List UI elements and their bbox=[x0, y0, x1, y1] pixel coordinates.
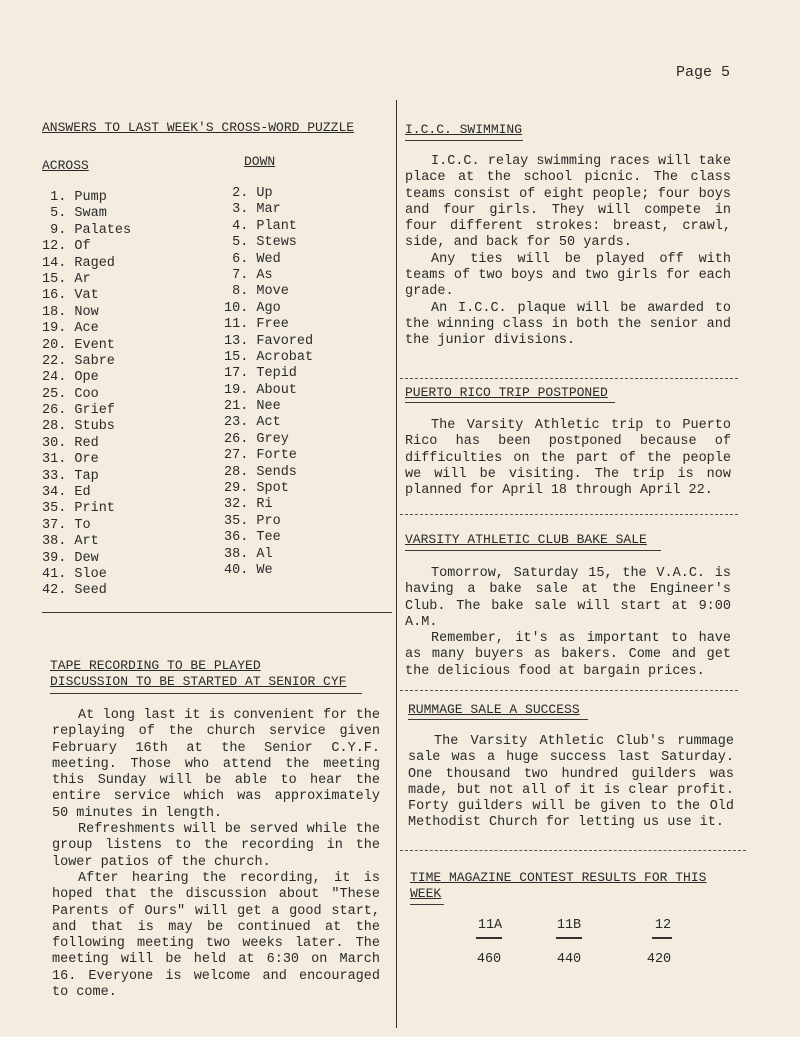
title-underline bbox=[408, 719, 588, 720]
paragraph: I.C.C. relay swimming races will take place at the school picnic. The class teams consist of eight people; four boys and four girls. They will compete in four different strokes: breast, crawl, side, and back for 50 yards. bbox=[405, 154, 731, 251]
list-item: 39. Dew bbox=[42, 550, 99, 566]
list-item: 12. Of bbox=[42, 239, 91, 255]
list-item: 1. Pump bbox=[42, 190, 107, 205]
rummage-title: RUMMAGE SALE A SUCCESS bbox=[408, 702, 580, 717]
down-header: DOWN bbox=[244, 154, 276, 169]
paragraph: After hearing the recording, it is hoped that the discussion about "These Parents of Ours" will get a good start, and that is may be continued at the following meeting two weeks later. The meeting will be held at 6:30 on March 16. Everyone is welcome and encouraged to come. bbox=[52, 870, 380, 1001]
list-item: 10. Ago bbox=[224, 300, 281, 316]
list-item: 15. Ar bbox=[42, 271, 91, 287]
section-divider bbox=[400, 850, 746, 851]
across-header: ACROSS bbox=[42, 158, 89, 173]
time-contest-title-line1: TIME MAGAZINE CONTEST RESULTS FOR THIS bbox=[410, 870, 707, 885]
down-list bbox=[224, 186, 313, 579]
list-item: 38. Art bbox=[42, 534, 99, 550]
title-underline bbox=[405, 140, 523, 141]
table-header: 11A bbox=[477, 918, 503, 933]
title-underline bbox=[405, 550, 661, 551]
paragraph: Any ties will be played off with teams of two boys and two girls for each grade. bbox=[405, 251, 731, 300]
table-cell: 440 bbox=[556, 952, 582, 967]
swimming-title: I.C.C. SWIMMING bbox=[405, 122, 523, 137]
list-item: 19. About bbox=[224, 382, 297, 398]
tape-article-body bbox=[52, 708, 380, 1001]
table-header: 12 bbox=[654, 918, 672, 933]
list-item: 18. Now bbox=[42, 304, 99, 320]
list-item: 4. Plant bbox=[224, 218, 297, 234]
list-item: 41. Sloe bbox=[42, 566, 107, 582]
tape-title-line1: TAPE RECORDING TO BE PLAYED bbox=[50, 658, 261, 673]
list-item: 26. Grey bbox=[224, 431, 289, 447]
page-number: Page 5 bbox=[676, 64, 731, 81]
list-item: 29. Spot bbox=[224, 481, 289, 497]
paragraph: At long last it is convenient for the replaying of the church service given February 16th at the Senior C.Y.F. meeting. Those who attend the meeting this Sunday will be able to hear the entire service which was approximately 50 minutes in length. bbox=[52, 708, 380, 821]
header-underline bbox=[652, 937, 672, 939]
list-item: 15. Acrobat bbox=[224, 349, 314, 365]
section-divider bbox=[400, 690, 738, 691]
section-divider bbox=[42, 612, 392, 613]
list-item: 35. Print bbox=[42, 501, 115, 517]
puerto-rico-title: PUERTO RICO TRIP POSTPONED bbox=[405, 385, 608, 400]
list-item: 26. Grief bbox=[42, 403, 115, 419]
table-header: 11B bbox=[556, 918, 582, 933]
column-divider bbox=[396, 100, 397, 1028]
tape-title-line2: DISCUSSION TO BE STARTED AT SENIOR CYF bbox=[50, 674, 347, 689]
header-underline bbox=[556, 937, 582, 939]
swimming-article-body bbox=[405, 154, 731, 350]
section-divider bbox=[400, 378, 738, 379]
across-list bbox=[42, 190, 131, 600]
title-underline bbox=[405, 402, 615, 403]
rummage-article-body bbox=[408, 734, 734, 832]
list-item: 36. Tee bbox=[224, 530, 281, 546]
header-underline bbox=[476, 937, 502, 939]
list-item: 30. Red bbox=[42, 435, 99, 451]
paragraph: Remember, it's as important to have as many buyers as bakers. Come and get the delicious food at bargain prices. bbox=[405, 631, 731, 679]
list-item: 37. To bbox=[42, 517, 91, 533]
title-underline bbox=[410, 904, 444, 905]
paragraph: Tomorrow, Saturday 15, the V.A.C. is having a bake sale at the Engineer's Club. The bake sale will start at 9:00 A.M. bbox=[405, 566, 731, 630]
list-item: 17. Tepid bbox=[224, 366, 297, 382]
list-item: 32. Ri bbox=[224, 497, 273, 513]
puerto-rico-article-body bbox=[405, 418, 731, 499]
list-item: 28. Sends bbox=[224, 464, 297, 480]
list-item: 42. Seed bbox=[42, 583, 107, 599]
list-item: 19. Ace bbox=[42, 321, 99, 337]
list-item: 40. We bbox=[224, 562, 273, 578]
bake-sale-article-body bbox=[405, 566, 731, 680]
table-cell: 420 bbox=[646, 952, 672, 967]
list-item: 13. Favored bbox=[224, 333, 314, 349]
list-item: 20. Event bbox=[42, 337, 115, 353]
time-contest-title-line2: WEEK bbox=[410, 886, 442, 901]
list-item: 24. Ope bbox=[42, 370, 99, 386]
list-item: 5. Stews bbox=[224, 235, 297, 251]
list-item: 35. Pro bbox=[224, 513, 281, 529]
list-item: 34. Ed bbox=[42, 485, 91, 501]
list-item: 28. Stubs bbox=[42, 419, 115, 435]
paragraph: Refreshments will be served while the group listens to the recording in the lower patios of the church. bbox=[52, 822, 380, 870]
list-item: 5. Swam bbox=[42, 206, 107, 222]
list-item: 3. Mar bbox=[224, 202, 281, 218]
list-item: 23. Act bbox=[224, 415, 281, 431]
table-cell: 460 bbox=[476, 952, 502, 967]
list-item: 25. Coo bbox=[42, 386, 99, 402]
list-item: 11. Free bbox=[224, 317, 289, 333]
paragraph: An I.C.C. plaque will be awarded to the winning class in both the senior and the junior divisions. bbox=[405, 300, 731, 349]
list-item: 2. Up bbox=[224, 186, 273, 201]
list-item: 27. Forte bbox=[224, 448, 297, 464]
paragraph: The Varsity Athletic trip to Puerto Rico has been postponed because of difficulties on the part of the people we will be visiting. The trip is now planned for April 18 through April 22. bbox=[405, 418, 731, 499]
section-divider bbox=[400, 514, 738, 515]
list-item: 9. Palates bbox=[42, 222, 132, 238]
list-item: 22. Sabre bbox=[42, 353, 115, 369]
bake-sale-title: VARSITY ATHLETIC CLUB BAKE SALE bbox=[405, 532, 647, 547]
crossword-title: ANSWERS TO LAST WEEK'S CROSS-WORD PUZZLE bbox=[42, 120, 355, 135]
list-item: 38. Al bbox=[224, 546, 273, 562]
list-item: 14. Raged bbox=[42, 255, 115, 271]
list-item: 7. As bbox=[224, 267, 273, 283]
list-item: 8. Move bbox=[224, 284, 289, 300]
list-item: 31. Ore bbox=[42, 452, 99, 468]
list-item: 21. Nee bbox=[224, 399, 281, 415]
list-item: 33. Tap bbox=[42, 468, 99, 484]
paragraph: The Varsity Athletic Club's rummage sale was a huge success last Saturday. One thousand two hundred guilders was made, but not all of it is clear profit. Forty guilders will be given to the Old Methodist Church for letting us use it. bbox=[408, 734, 734, 831]
title-underline bbox=[50, 693, 362, 694]
list-item: 16. Vat bbox=[42, 288, 99, 304]
list-item: 6. Wed bbox=[224, 251, 281, 267]
